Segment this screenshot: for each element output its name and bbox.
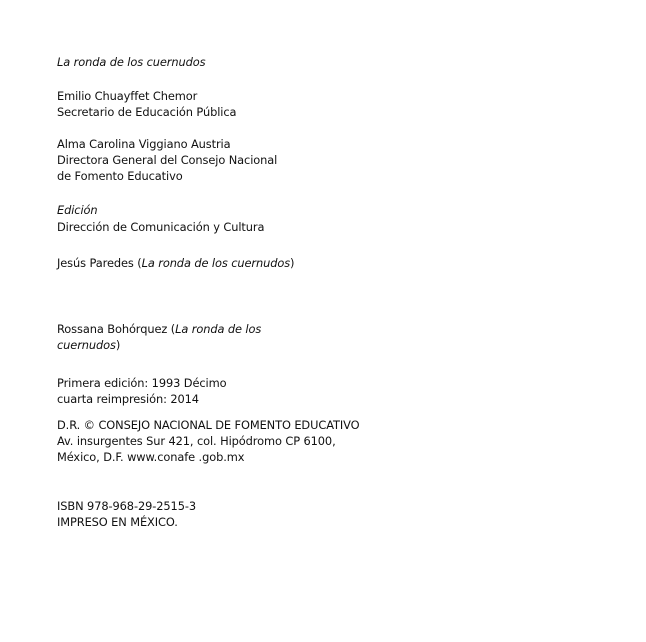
credit-bohorquez-title1: La ronda de los xyxy=(175,322,262,336)
colophon-page xyxy=(57,0,617,642)
edition-line1: Primera edición: 1993 Décimo xyxy=(57,376,227,390)
book-title: La ronda de los cuernudos xyxy=(57,55,206,69)
rights-line2: Av. insurgentes Sur 421, col. Hipódromo CP 6100, xyxy=(57,434,336,448)
credit-paredes-prefix: Jesús Paredes ( xyxy=(57,256,142,270)
isbn-line: ISBN 978-968-29-2515-3 xyxy=(57,499,196,513)
credit-bohorquez-prefix: Rossana Bohórquez ( xyxy=(57,322,176,336)
credit-bohorquez-suffix: ) xyxy=(115,338,121,352)
edition-line2: cuarta reimpresión: 2014 xyxy=(57,392,199,406)
secretario-role: Secretario de Educación Pública xyxy=(57,105,237,119)
credit-bohorquez-line2 xyxy=(57,337,120,353)
rights-line3: México, D.F. www.conafe .gob.mx xyxy=(57,450,245,464)
printed-in-line: IMPRESO EN MÉXICO. xyxy=(57,515,178,529)
rights-line1: D.R. © CONSEJO NACIONAL DE FOMENTO EDUCATIVO xyxy=(57,418,360,432)
directora-name: Alma Carolina Viggiano Austria xyxy=(57,137,231,151)
edicion-heading: Edición xyxy=(57,203,98,217)
credit-paredes-title: La ronda de los cuernudos xyxy=(141,256,291,270)
credit-paredes-suffix: ) xyxy=(290,256,295,270)
credit-bohorquez-line1 xyxy=(57,321,261,337)
directora-role-line1: Directora General del Consejo Nacional xyxy=(57,153,278,167)
secretario-name: Emilio Chuayffet Chemor xyxy=(57,89,198,103)
directora-role-line2: de Fomento Educativo xyxy=(57,169,183,183)
credit-paredes xyxy=(57,255,294,271)
credit-bohorquez-title2: cuernudos xyxy=(57,338,116,352)
edicion-body: Dirección de Comunicación y Cultura xyxy=(57,220,265,234)
